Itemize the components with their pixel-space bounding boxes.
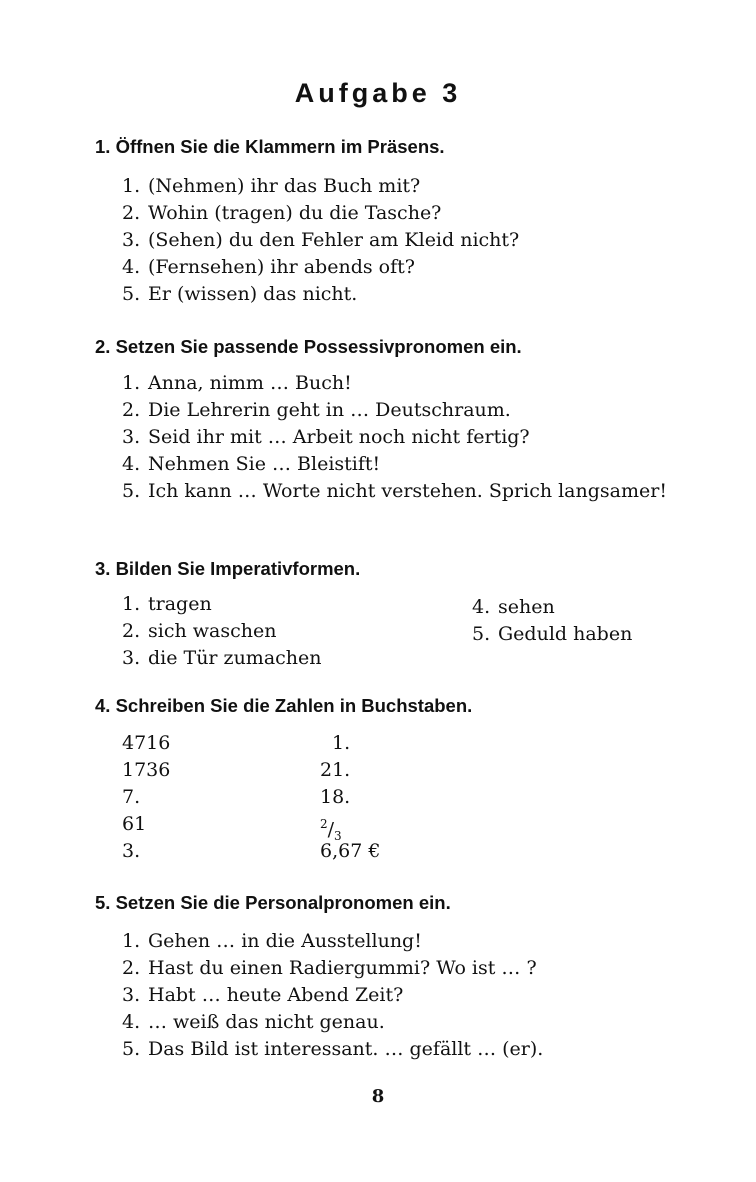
fraction-denominator: 3: [334, 829, 342, 844]
list-item: 4. sehen: [472, 596, 555, 618]
task-4-heading: 4. Schreiben Sie die Zahlen in Buchstaben.: [95, 695, 473, 716]
list-item: 4. (Fernsehen) ihr abends oft?: [122, 256, 415, 278]
list-item: 3. die Tür zumachen: [122, 647, 322, 669]
list-item: 2. Wohin (tragen) du die Tasche?: [122, 202, 442, 224]
page-title: Aufgabe 3: [294, 78, 462, 108]
list-item: 3. (Sehen) du den Fehler am Kleid nicht?: [122, 229, 520, 251]
ordinal-1: 1.: [332, 732, 351, 754]
task-1-list: [122, 173, 682, 308]
list-item: 5. Ich kann … Worte nicht verstehen. Sprich langsamer!: [122, 480, 667, 502]
ordinal-21: 21.: [320, 759, 351, 781]
ordinal-18: 18.: [320, 786, 351, 808]
number-item: 7.: [122, 786, 141, 808]
fraction-numerator: 2: [320, 817, 328, 831]
task-3-list-left: [122, 591, 452, 672]
list-item: 2. Hast du einen Radiergummi? Wo ist … ?: [122, 957, 537, 979]
list-item: 3. Habt … heute Abend Zeit?: [122, 984, 404, 1006]
task-4-left-column: [122, 730, 292, 865]
list-item: 1. (Nehmen) ihr das Buch mit?: [122, 175, 421, 197]
fraction: $^2/_3$: [320, 817, 342, 844]
number-item: 3.: [122, 840, 141, 862]
number-item: 4716: [122, 732, 171, 754]
task-5-list: [122, 928, 682, 1063]
list-item: 1. Anna, nimm … Buch!: [122, 372, 352, 394]
list-item: 4. Nehmen Sie … Bleistift!: [122, 453, 381, 475]
task-2-heading: 2. Setzen Sie passende Possessivpronomen ein.: [95, 336, 522, 357]
number-item: 61: [122, 813, 147, 835]
list-item: 4. … weiß das nicht genau.: [122, 1011, 385, 1033]
task-3-list-right: [472, 594, 712, 648]
task-1-heading: 1. Öffnen Sie die Klammern im Präsens.: [95, 136, 445, 157]
list-item: 5. Er (wissen) das nicht.: [122, 283, 358, 305]
list-item: 5. Das Bild ist interessant. … gefällt … (er).: [122, 1038, 544, 1060]
list-item: 1. Gehen … in die Ausstellung!: [122, 930, 422, 952]
page-number: 8: [371, 1086, 385, 1107]
list-item: 2. sich waschen: [122, 620, 277, 642]
money-amount: 6,67 €: [320, 840, 381, 862]
list-item: 1. tragen: [122, 593, 212, 615]
task-5-heading: 5. Setzen Sie die Personalpronomen ein.: [95, 892, 451, 913]
task-2-list: [122, 370, 682, 505]
list-item: 3. Seid ihr mit … Arbeit noch nicht fertig?: [122, 426, 530, 448]
list-item: 5. Geduld haben: [472, 623, 633, 645]
task-3-heading: 3. Bilden Sie Imperativformen.: [95, 558, 361, 579]
number-item: 1736: [122, 759, 171, 781]
list-item: 2. Die Lehrerin geht in … Deutschraum.: [122, 399, 511, 421]
